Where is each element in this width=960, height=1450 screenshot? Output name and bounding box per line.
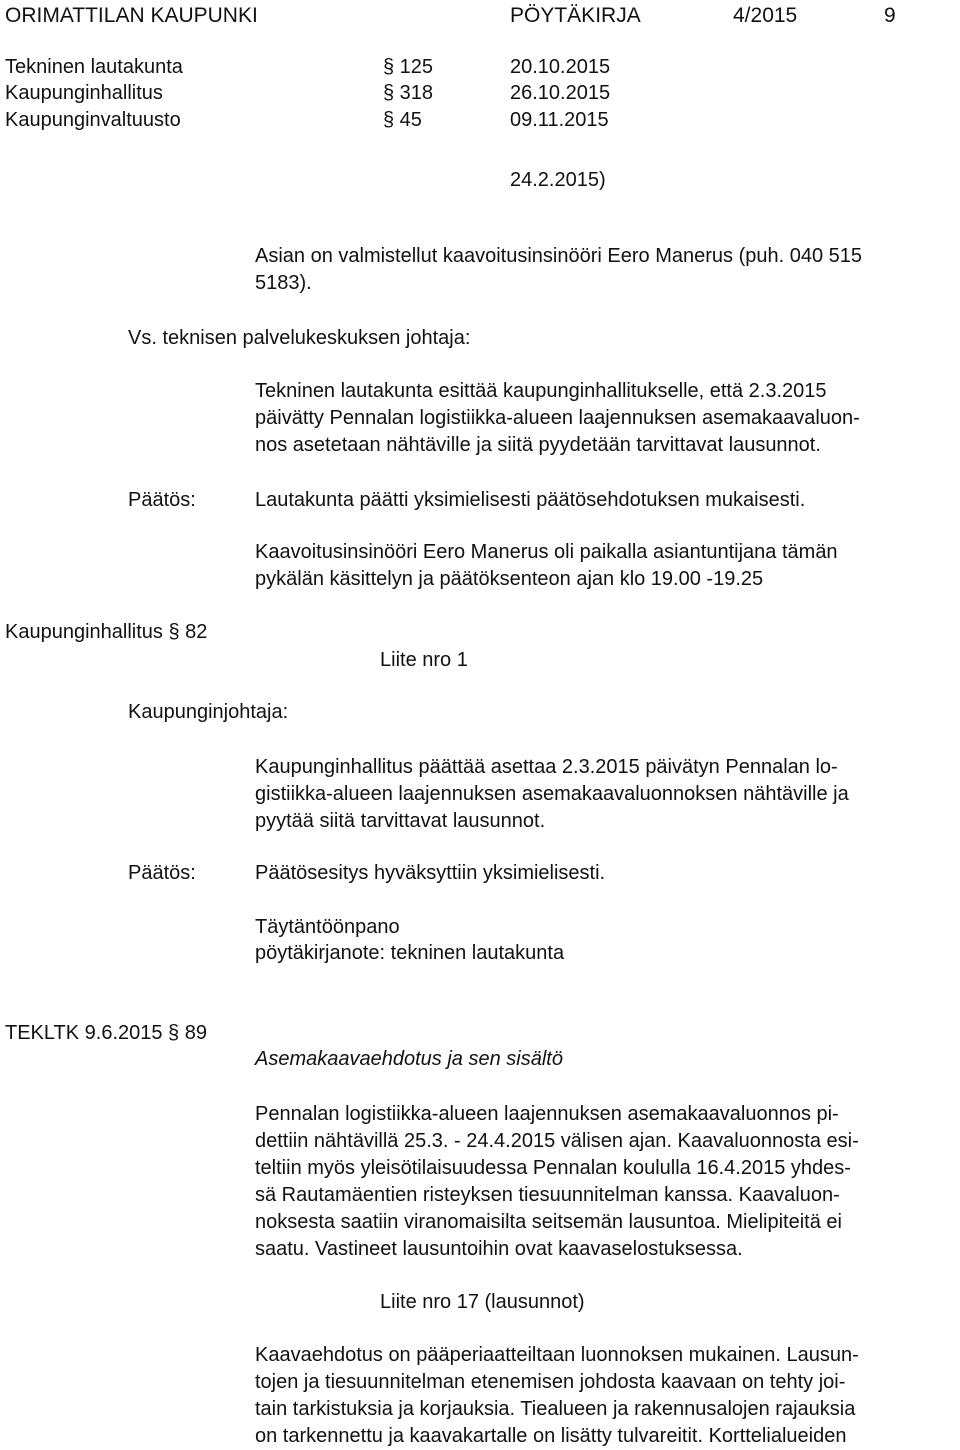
mayor-label: Kaupunginjohtaja: bbox=[128, 701, 289, 723]
meeting-date: 09.11.2015 bbox=[510, 109, 609, 131]
expert-note: Kaavoitusinsinööri Eero Manerus oli paikalla asiantuntijana tämän pykälän käsittelyn ja päätöksenteon ajan klo 19.00 -19.25 bbox=[255, 541, 838, 590]
preparer-text: Asian on valmistellut kaavoitusinsinööri Eero Manerus (puh. 040 515 5183). bbox=[255, 245, 863, 294]
date-fragment: 24.2.2015) bbox=[510, 169, 606, 191]
body-paragraph: Kaavaehdotus on pääperiaatteiltaan luonnoksen mukainen. Lausun- tojen ja tiesuunnitelman etenemisen johdosta kaavaan on tehty joi- tain tarkistuksia ja korjauksia. Tiealueen ja rakennusalojen rajauksia on tarkennettu ja kaavakartalle on lisätty tulvareitit. Korttelialueiden bbox=[255, 1344, 859, 1447]
meeting-body: Kaupunginvaltuusto bbox=[5, 109, 181, 131]
meeting-section: § 125 bbox=[383, 56, 434, 78]
section-label: TEKLTK 9.6.2015 § 89 bbox=[5, 1022, 207, 1044]
document-type: PÖYTÄKIRJA bbox=[510, 4, 641, 27]
body-paragraph: Pennalan logistiikka-alueen laajennuksen asemakaavaluonnos pi- dettiin nähtävillä 25.3. - 24.4.2015 välisen ajan. Kaavaluonnosta esi- teltiin myös yleisötilaisuudessa Pennalan koululla 16.4.2015 yhdes- sä Rautamäentien risteyksen tiesuunnitelman kanssa. Kaavaluon- noksesta saatiin viranomaisilta seitsemän lausuntoa. Mielipiteitä ei saatu. Vastineet lausuntoihin ovat kaavaselostuksessa. bbox=[255, 1103, 859, 1260]
meeting-date: 26.10.2015 bbox=[510, 82, 611, 104]
decision-label: Päätös: bbox=[128, 862, 196, 884]
proposal-text: Tekninen lautakunta esittää kaupunginhallitukselle, että 2.3.2015 päivätty Pennalan logistiikka-alueen laajennuksen asemakaavaluon- nos asetetaan nähtäville ja siitä pyydetään tarvittavat lausunnot. bbox=[255, 380, 860, 456]
meeting-section: § 45 bbox=[383, 109, 422, 131]
section-label: Kaupunginhallitus § 82 bbox=[5, 621, 208, 643]
presenter-label: Vs. teknisen palvelukeskuksen johtaja: bbox=[128, 327, 471, 349]
decision-text: Päätösesitys hyväksyttiin yksimielisesti. bbox=[255, 862, 606, 884]
meeting-section: § 318 bbox=[383, 82, 434, 104]
decision-label: Päätös: bbox=[128, 489, 196, 511]
attachment-link[interactable]: Liite nro 17 (lausunnot) bbox=[380, 1291, 585, 1313]
meeting-body: Kaupunginhallitus bbox=[5, 82, 163, 104]
page-number: 9 bbox=[884, 4, 896, 27]
meeting-date: 20.10.2015 bbox=[510, 56, 611, 78]
attachment-link[interactable]: Liite nro 1 bbox=[380, 649, 468, 671]
implementation-text: pöytäkirjanote: tekninen lautakunta bbox=[255, 942, 565, 964]
section-heading: Asemakaavaehdotus ja sen sisältö bbox=[255, 1048, 563, 1070]
organization-name: ORIMATTILAN KAUPUNKI bbox=[5, 4, 258, 27]
kh-proposal-text: Kaupunginhallitus päättää asettaa 2.3.2015 päivätyn Pennalan lo- gistiikka-alueen laajennuksen asemakaavaluonnoksen nähtäville ja pyytää siitä tarvittavat lausunnot. bbox=[255, 756, 849, 832]
meeting-body: Tekninen lautakunta bbox=[5, 56, 183, 78]
document-number: 4/2015 bbox=[733, 4, 798, 27]
implementation-label: Täytäntöönpano bbox=[255, 916, 400, 938]
decision-text: Lautakunta päätti yksimielisesti päätösehdotuksen mukaisesti. bbox=[255, 489, 806, 511]
